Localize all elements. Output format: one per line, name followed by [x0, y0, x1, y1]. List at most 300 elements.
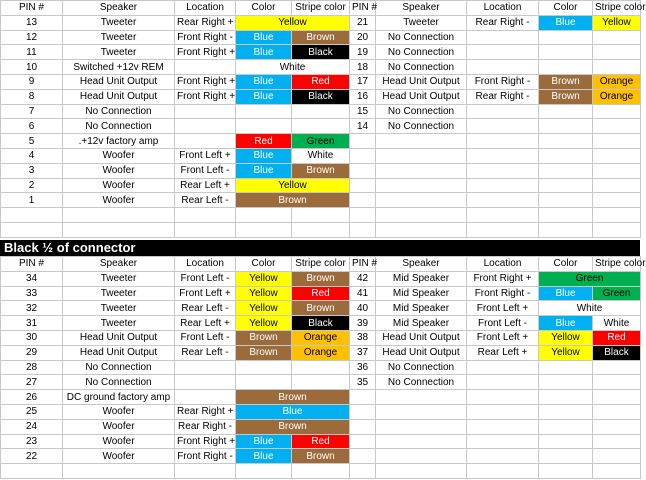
table-cell — [350, 208, 376, 223]
table-cell — [467, 404, 539, 419]
table-cell: 28 — [1, 360, 63, 375]
table-row — [1, 178, 641, 193]
table-cell: 40 — [350, 301, 376, 316]
wire-color-cell — [539, 134, 593, 149]
wire-color-cell: Orange — [292, 330, 350, 345]
table-cell — [175, 360, 236, 375]
wire-color-cell — [593, 163, 641, 178]
table-cell — [376, 464, 467, 479]
table-row — [1, 89, 641, 104]
table-row — [1, 163, 641, 178]
table-cell — [1, 464, 63, 479]
table-cell: 15 — [350, 104, 376, 119]
table-cell — [467, 119, 539, 134]
table-cell — [467, 148, 539, 163]
table-cell — [467, 104, 539, 119]
table-cell: Rear Right - — [467, 15, 539, 30]
wire-color-cell: Yellow — [593, 15, 641, 30]
column-header: Stripe color — [292, 1, 350, 16]
wire-color-cell — [539, 119, 593, 134]
table-cell: 31 — [1, 316, 63, 331]
table-cell: Rear Left - — [175, 301, 236, 316]
table-cell: No Connection — [376, 375, 467, 390]
column-header: Color — [539, 257, 593, 272]
wire-color-cell: Blue — [539, 15, 593, 30]
wire-color-cell: Yellow — [236, 316, 292, 331]
wire-color-cell — [236, 104, 292, 119]
table-row — [1, 464, 641, 479]
table-cell — [467, 178, 539, 193]
table-cell — [350, 178, 376, 193]
table-cell — [376, 193, 467, 208]
table-cell: Head Unit Output — [376, 345, 467, 360]
table-cell: 4 — [1, 148, 63, 163]
wire-color-cell: Brown — [292, 271, 350, 286]
wire-color-cell: Red — [292, 286, 350, 301]
table-row — [1, 419, 641, 434]
table-cell — [175, 222, 236, 237]
column-header: Location — [467, 257, 539, 272]
wire-color-cell — [292, 222, 350, 237]
table-cell: 37 — [350, 345, 376, 360]
table-row — [1, 60, 641, 75]
wire-color-cell — [593, 104, 641, 119]
table-cell: 38 — [350, 330, 376, 345]
column-header: Color — [236, 257, 292, 272]
wire-color-cell — [539, 104, 593, 119]
wire-color-cell — [593, 390, 641, 405]
column-header: PIN # — [1, 1, 63, 16]
wire-color-cell: Green — [539, 271, 641, 286]
table-cell: 14 — [350, 119, 376, 134]
wire-color-cell: Red — [292, 434, 350, 449]
table-cell: 27 — [1, 375, 63, 390]
wire-color-cell: Brown — [292, 449, 350, 464]
wire-color-cell — [539, 434, 593, 449]
table-cell: 35 — [350, 375, 376, 390]
header-row — [1, 257, 641, 272]
table-cell — [350, 163, 376, 178]
wire-color-cell — [292, 208, 350, 223]
column-header: PIN # — [350, 1, 376, 16]
table-row — [1, 148, 641, 163]
table-cell: 19 — [350, 45, 376, 60]
table-cell: 8 — [1, 89, 63, 104]
table-cell: Tweeter — [63, 15, 175, 30]
table-cell — [175, 104, 236, 119]
table-cell — [1, 222, 63, 237]
table-cell: No Connection — [376, 60, 467, 75]
table-cell: 41 — [350, 286, 376, 301]
table-cell — [376, 178, 467, 193]
table-cell — [376, 404, 467, 419]
wire-color-cell: Brown — [292, 30, 350, 45]
wire-color-cell: White — [236, 60, 350, 75]
table-cell: Front Right - — [467, 286, 539, 301]
wire-color-cell — [593, 434, 641, 449]
table-cell: 24 — [1, 419, 63, 434]
wire-color-cell — [593, 360, 641, 375]
table-cell: Tweeter — [63, 316, 175, 331]
table-cell: No Connection — [63, 104, 175, 119]
table-cell: 2 — [1, 178, 63, 193]
table-cell: Head Unit Output — [63, 89, 175, 104]
table-cell: Tweeter — [63, 45, 175, 60]
table-cell: Rear Left + — [467, 345, 539, 360]
table-cell: 13 — [1, 15, 63, 30]
table-row — [1, 74, 641, 89]
table-cell: Front Right + — [175, 434, 236, 449]
table-cell: Woofer — [63, 193, 175, 208]
table-cell — [467, 208, 539, 223]
wire-color-cell: Blue — [236, 163, 292, 178]
wire-color-cell: Brown — [539, 74, 593, 89]
column-header: Location — [175, 257, 236, 272]
table-cell: No Connection — [376, 360, 467, 375]
table-cell — [376, 449, 467, 464]
wire-color-cell: Black — [593, 345, 641, 360]
table-cell: Head Unit Output — [63, 345, 175, 360]
table-row — [1, 45, 641, 60]
wire-color-cell — [593, 375, 641, 390]
table-row — [1, 330, 641, 345]
table-row — [1, 449, 641, 464]
wire-color-cell: Brown — [292, 301, 350, 316]
table-cell: 3 — [1, 163, 63, 178]
table-cell — [376, 390, 467, 405]
table-cell — [467, 60, 539, 75]
wire-color-cell: Red — [593, 330, 641, 345]
table-cell: Mid Speaker — [376, 286, 467, 301]
wire-color-cell — [593, 60, 641, 75]
wire-color-cell — [593, 45, 641, 60]
table-cell: 10 — [1, 60, 63, 75]
table-cell: 9 — [1, 74, 63, 89]
table-cell: Woofer — [63, 404, 175, 419]
table-cell: Front Left - — [467, 316, 539, 331]
wire-color-cell: White — [539, 301, 641, 316]
table-cell: No Connection — [376, 104, 467, 119]
wire-color-cell — [593, 193, 641, 208]
wire-color-cell — [236, 119, 292, 134]
top-pinout-table — [0, 0, 646, 238]
wire-color-cell — [292, 464, 350, 479]
wire-color-cell: Brown — [236, 193, 350, 208]
table-cell: 29 — [1, 345, 63, 360]
wire-color-cell: Red — [292, 74, 350, 89]
table-row — [1, 208, 641, 223]
wire-color-cell: Red — [236, 134, 292, 149]
table-cell: Switched +12v REM — [63, 60, 175, 75]
wire-color-cell: White — [593, 316, 641, 331]
wire-color-cell — [539, 390, 593, 405]
column-header: Speaker — [376, 257, 467, 272]
table-cell: Woofer — [63, 163, 175, 178]
table-cell — [63, 208, 175, 223]
table-cell: Front Left - — [175, 330, 236, 345]
table-cell — [467, 434, 539, 449]
table-cell: 21 — [350, 15, 376, 30]
table-cell: Front Right - — [467, 74, 539, 89]
table-cell: 30 — [1, 330, 63, 345]
table-cell — [467, 134, 539, 149]
table-cell: No Connection — [63, 360, 175, 375]
table-cell: Front Right - — [175, 30, 236, 45]
table-row — [1, 222, 641, 237]
table-row — [1, 360, 641, 375]
wire-color-cell: Yellow — [236, 271, 292, 286]
wire-color-cell — [593, 119, 641, 134]
table-cell: 32 — [1, 301, 63, 316]
wire-color-cell — [539, 419, 593, 434]
wire-color-cell: Blue — [236, 45, 292, 60]
wire-color-cell: Yellow — [236, 15, 350, 30]
table-cell: Front Right + — [175, 89, 236, 104]
wire-color-cell — [593, 404, 641, 419]
table-cell: Rear Left - — [175, 193, 236, 208]
wire-color-cell — [539, 360, 593, 375]
table-cell: Front Left + — [175, 286, 236, 301]
table-row — [1, 404, 641, 419]
wire-color-cell — [539, 45, 593, 60]
table-cell: 22 — [1, 449, 63, 464]
wire-color-cell — [292, 375, 350, 390]
table-cell: 25 — [1, 404, 63, 419]
table-cell: Head Unit Output — [63, 330, 175, 345]
wire-color-cell — [593, 208, 641, 223]
wire-color-cell: Blue — [236, 404, 350, 419]
table-cell: Woofer — [63, 434, 175, 449]
table-cell — [175, 134, 236, 149]
table-cell — [350, 449, 376, 464]
table-cell — [350, 419, 376, 434]
wire-color-cell — [292, 119, 350, 134]
table-cell: 39 — [350, 316, 376, 331]
table-cell: 12 — [1, 30, 63, 45]
wire-color-cell — [593, 222, 641, 237]
wire-color-cell: Yellow — [236, 301, 292, 316]
wire-color-cell — [236, 360, 292, 375]
wire-color-cell: Orange — [292, 345, 350, 360]
wire-color-cell: Yellow — [539, 345, 593, 360]
wire-color-cell: Blue — [236, 449, 292, 464]
column-header: PIN # — [1, 257, 63, 272]
wire-color-cell — [593, 178, 641, 193]
table-cell — [175, 60, 236, 75]
table-cell — [376, 148, 467, 163]
table-cell: 11 — [1, 45, 63, 60]
section-banner: Black ½ of connector — [0, 240, 640, 256]
table-cell: Front Left + — [467, 330, 539, 345]
table-cell — [175, 464, 236, 479]
table-cell: Rear Right + — [175, 15, 236, 30]
table-cell: No Connection — [376, 45, 467, 60]
table-cell: Rear Right - — [175, 419, 236, 434]
table-cell — [175, 208, 236, 223]
wire-color-cell: Blue — [539, 286, 593, 301]
table-cell: No Connection — [376, 30, 467, 45]
wire-color-cell — [539, 193, 593, 208]
wire-color-cell — [292, 104, 350, 119]
table-cell — [467, 163, 539, 178]
table-cell — [350, 222, 376, 237]
column-header: Speaker — [376, 1, 467, 16]
table-cell — [63, 464, 175, 479]
table-cell — [467, 390, 539, 405]
table-cell — [376, 208, 467, 223]
table-cell: Head Unit Output — [376, 74, 467, 89]
table-row — [1, 390, 641, 405]
table-cell — [467, 375, 539, 390]
wire-color-cell — [236, 464, 292, 479]
table-cell: Rear Left + — [175, 316, 236, 331]
table-cell: 33 — [1, 286, 63, 301]
wire-color-cell: Brown — [236, 345, 292, 360]
table-cell — [467, 45, 539, 60]
table-cell: 26 — [1, 390, 63, 405]
table-cell: Front Left + — [175, 148, 236, 163]
table-cell: Tweeter — [63, 301, 175, 316]
column-header: Stripe color — [593, 1, 641, 16]
wire-color-cell — [539, 222, 593, 237]
wire-color-cell: Blue — [236, 30, 292, 45]
table-cell — [350, 148, 376, 163]
table-cell: Front Right + — [467, 271, 539, 286]
table-cell: No Connection — [376, 119, 467, 134]
table-cell: Front Right - — [175, 449, 236, 464]
wire-color-cell: Black — [292, 45, 350, 60]
table-cell: Mid Speaker — [376, 316, 467, 331]
table-cell: 6 — [1, 119, 63, 134]
wire-color-cell — [593, 419, 641, 434]
table-row — [1, 286, 641, 301]
table-cell: Head Unit Output — [376, 89, 467, 104]
header-row — [1, 1, 641, 16]
wire-color-cell: Brown — [236, 419, 350, 434]
table-cell: 36 — [350, 360, 376, 375]
wire-color-cell — [236, 375, 292, 390]
wire-color-cell — [539, 30, 593, 45]
table-row — [1, 375, 641, 390]
wire-color-cell: Blue — [236, 148, 292, 163]
table-cell — [175, 119, 236, 134]
table-cell: 23 — [1, 434, 63, 449]
table-cell: 17 — [350, 74, 376, 89]
table-cell: No Connection — [63, 375, 175, 390]
wire-color-cell: Brown — [236, 390, 350, 405]
table-cell: Tweeter — [63, 30, 175, 45]
wire-color-cell — [593, 134, 641, 149]
table-cell — [376, 222, 467, 237]
wire-color-cell: Green — [292, 134, 350, 149]
table-cell — [467, 449, 539, 464]
table-cell — [376, 134, 467, 149]
table-row — [1, 30, 641, 45]
table-cell: Tweeter — [63, 271, 175, 286]
table-cell: Front Left - — [175, 271, 236, 286]
column-header: Color — [236, 1, 292, 16]
wire-color-cell: Black — [292, 316, 350, 331]
table-cell: Rear Left - — [175, 345, 236, 360]
table-cell: Mid Speaker — [376, 301, 467, 316]
wire-color-cell — [593, 449, 641, 464]
table-cell: Woofer — [63, 148, 175, 163]
table-cell — [1, 208, 63, 223]
table-cell — [63, 222, 175, 237]
column-header: Location — [175, 1, 236, 16]
table-cell: Rear Right + — [175, 404, 236, 419]
wire-color-cell — [539, 464, 593, 479]
table-row — [1, 119, 641, 134]
table-cell: 1 — [1, 193, 63, 208]
table-row — [1, 345, 641, 360]
wire-color-cell: Blue — [236, 74, 292, 89]
table-cell — [376, 434, 467, 449]
wire-color-cell: White — [292, 148, 350, 163]
table-cell — [376, 419, 467, 434]
table-cell: Tweeter — [376, 15, 467, 30]
wire-color-cell: Blue — [236, 89, 292, 104]
wire-color-cell: Blue — [236, 434, 292, 449]
wire-color-cell — [539, 208, 593, 223]
table-cell: 5 — [1, 134, 63, 149]
table-row — [1, 271, 641, 286]
table-cell: Front Right + — [175, 45, 236, 60]
wire-color-cell — [539, 178, 593, 193]
column-header: Color — [539, 1, 593, 16]
table-row — [1, 434, 641, 449]
table-cell: Head Unit Output — [63, 74, 175, 89]
table-cell: 20 — [350, 30, 376, 45]
table-cell: Woofer — [63, 178, 175, 193]
table-cell — [467, 30, 539, 45]
wire-color-cell: Blue — [539, 316, 593, 331]
table-cell — [350, 464, 376, 479]
table-cell — [350, 434, 376, 449]
column-header: Stripe color — [593, 257, 641, 272]
table-cell — [467, 419, 539, 434]
column-header: Stripe color — [292, 257, 350, 272]
table-cell: Front Left + — [467, 301, 539, 316]
table-cell: Tweeter — [63, 286, 175, 301]
table-cell — [175, 390, 236, 405]
table-row — [1, 301, 641, 316]
column-header: Location — [467, 1, 539, 16]
table-row — [1, 316, 641, 331]
table-cell — [467, 360, 539, 375]
wire-color-cell — [236, 222, 292, 237]
table-cell: Woofer — [63, 449, 175, 464]
wire-color-cell: Brown — [292, 163, 350, 178]
table-cell: Rear Left + — [175, 178, 236, 193]
wire-color-cell: Orange — [593, 74, 641, 89]
table-cell: Head Unit Output — [376, 330, 467, 345]
table-cell — [467, 222, 539, 237]
table-row — [1, 134, 641, 149]
column-header: Speaker — [63, 1, 175, 16]
table-cell: No Connection — [63, 119, 175, 134]
table-cell: DC ground factory amp — [63, 390, 175, 405]
table-cell — [376, 163, 467, 178]
wire-color-cell: Orange — [593, 89, 641, 104]
wire-color-cell — [593, 464, 641, 479]
table-cell: 42 — [350, 271, 376, 286]
wire-color-cell — [236, 208, 292, 223]
wire-color-cell — [539, 375, 593, 390]
wire-color-cell: Brown — [539, 89, 593, 104]
wire-color-cell — [539, 60, 593, 75]
table-cell: 16 — [350, 89, 376, 104]
